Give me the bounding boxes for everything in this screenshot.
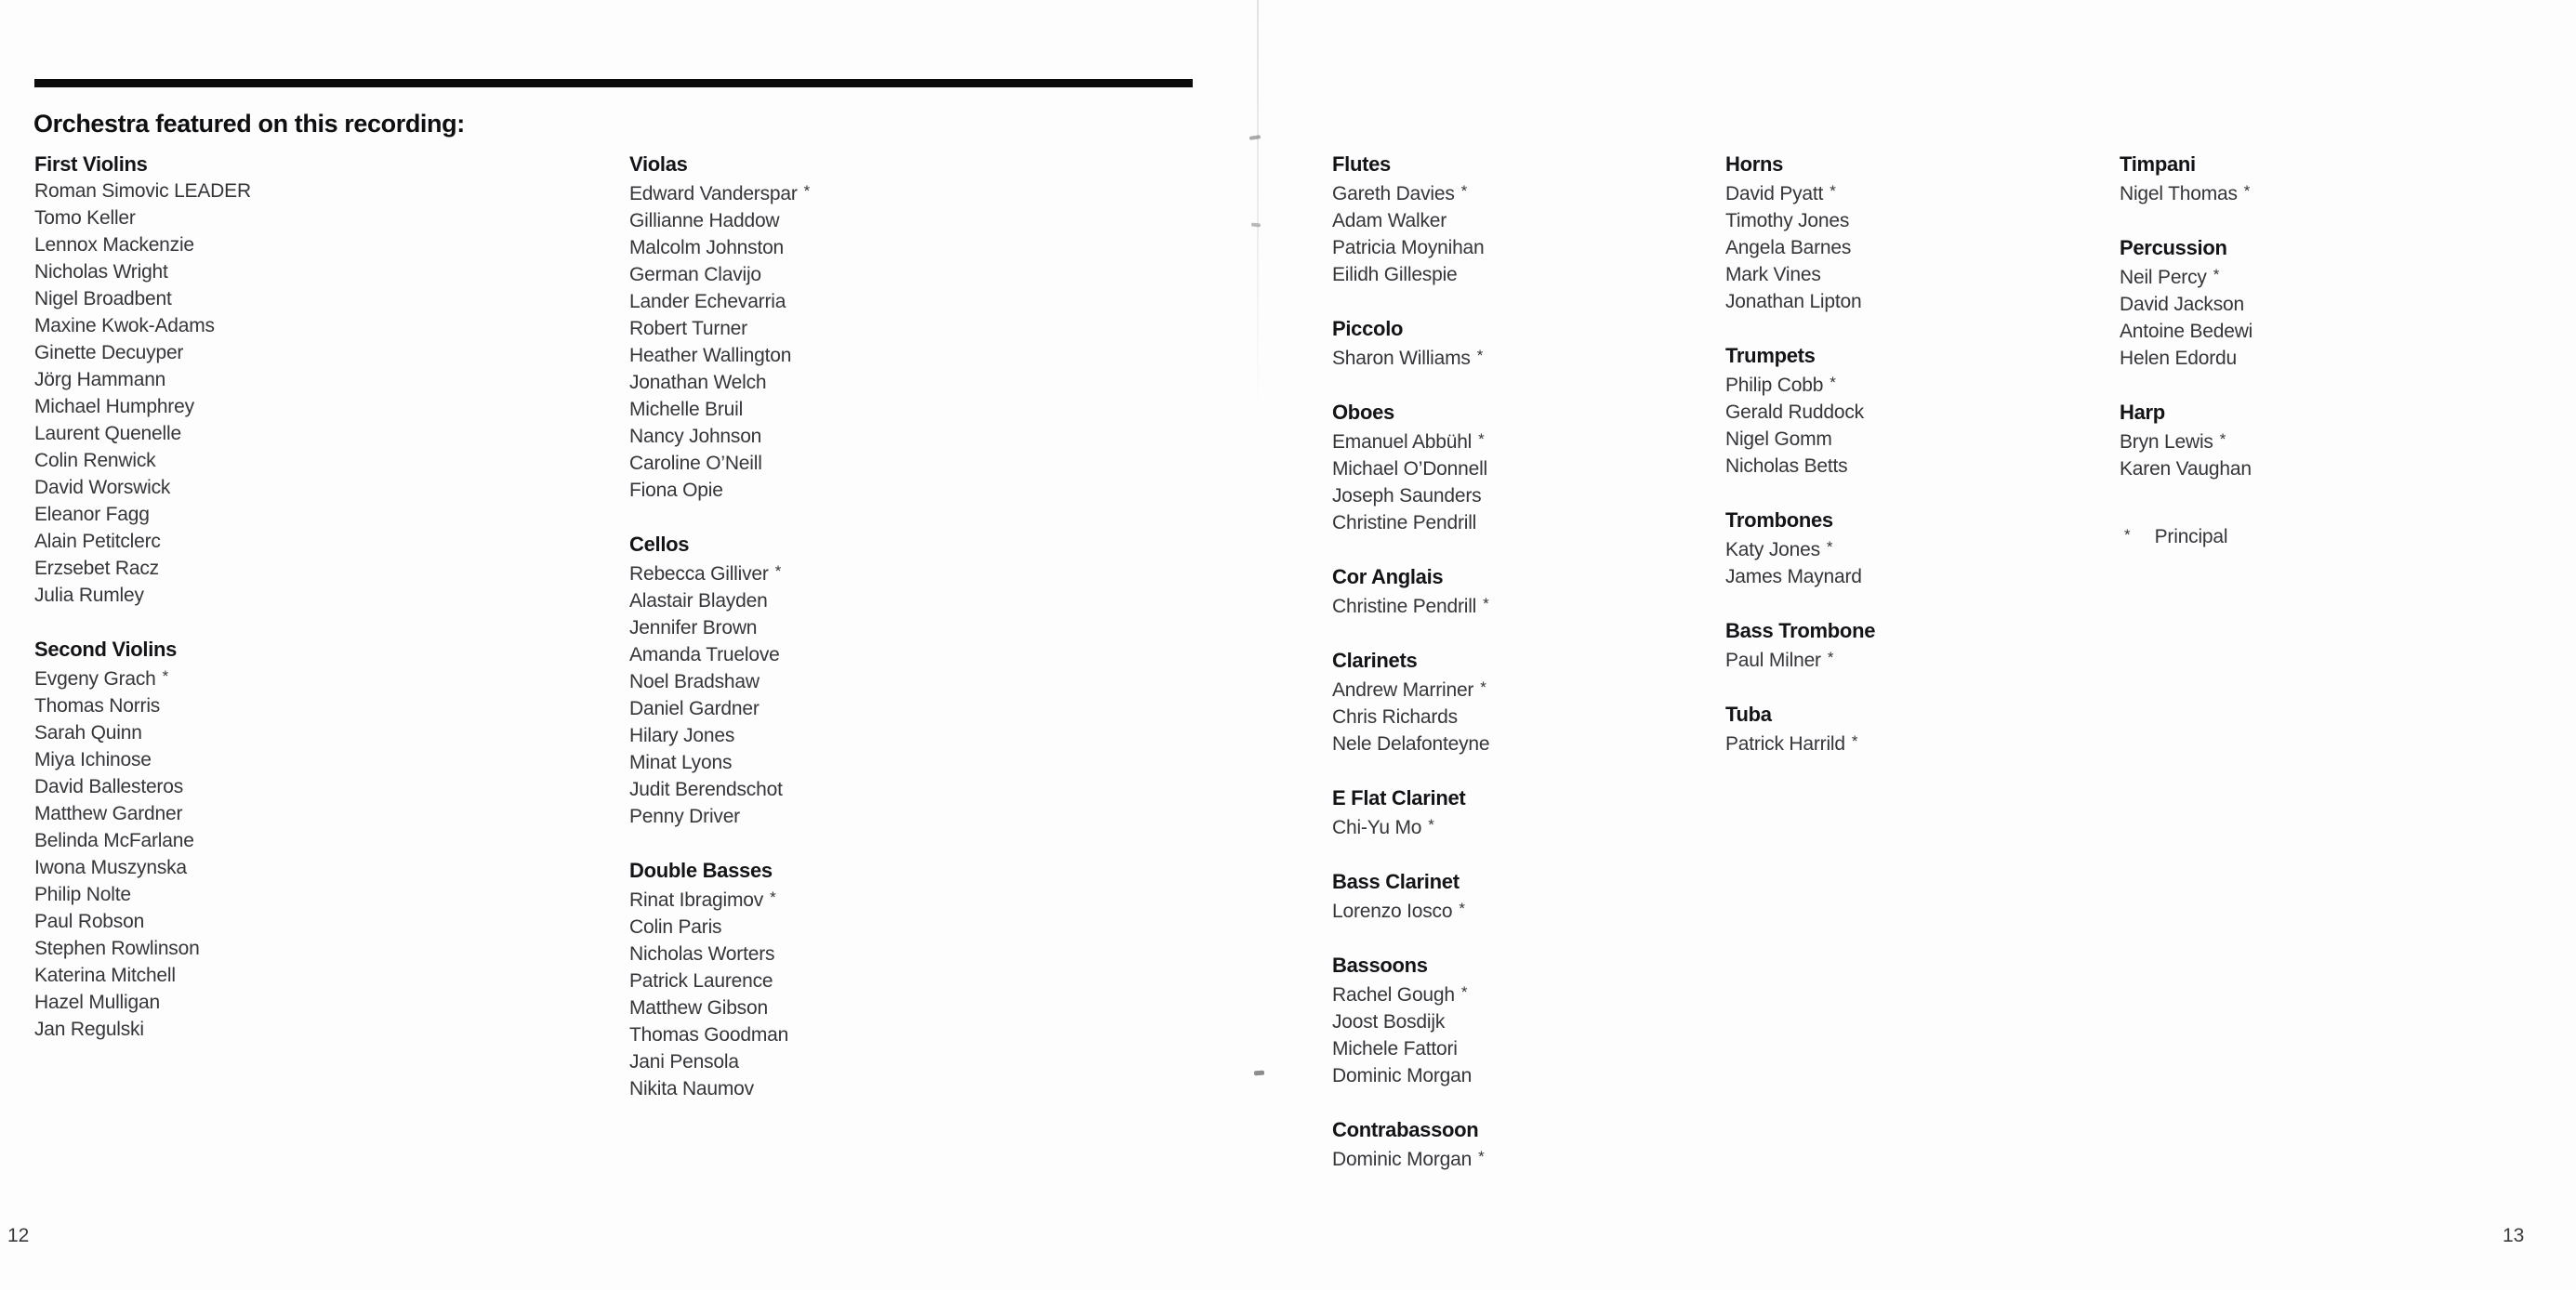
member-name: Michael O’Donnell bbox=[1332, 458, 1488, 480]
principal-legend bbox=[2124, 526, 2227, 548]
principal-asterisk-icon: * bbox=[803, 182, 811, 200]
scan-speck bbox=[1249, 135, 1261, 140]
member-name: James Maynard bbox=[1725, 566, 1862, 587]
member-name: Philip Nolte bbox=[34, 884, 131, 905]
member-name: Nicholas Betts bbox=[1725, 455, 1848, 477]
principal-asterisk-icon: * bbox=[2243, 182, 2251, 200]
header-rule bbox=[34, 79, 1193, 87]
member-name: Minat Lyons bbox=[629, 752, 733, 773]
member-name: Patrick Laurence bbox=[629, 970, 773, 992]
member-name: Alain Petitclerc bbox=[34, 531, 161, 552]
section-violas bbox=[629, 151, 1150, 504]
member-name: Nicholas Worters bbox=[629, 943, 775, 965]
member-name: Maxine Kwok-Adams bbox=[34, 315, 215, 336]
member-name: David Pyatt * bbox=[1725, 178, 2246, 207]
section-heading: Double Basses bbox=[629, 859, 773, 882]
member-name: Mark Vines bbox=[1725, 264, 1821, 285]
member-name: Joost Bosdijk bbox=[1332, 1011, 1446, 1033]
member-name: Rachel Gough * bbox=[1332, 979, 1853, 1008]
principal-asterisk-icon: * bbox=[770, 889, 776, 906]
member-name: Thomas Norris bbox=[34, 695, 161, 717]
section-timpani bbox=[2120, 151, 2576, 207]
member-name: Chi-Yu Mo * bbox=[1332, 811, 1853, 841]
section-heading: Flutes bbox=[1332, 152, 1391, 176]
section-heading: Harp bbox=[2120, 401, 2165, 424]
member-name: Amanda Truelove bbox=[629, 644, 780, 665]
member-name: Eleanor Fagg bbox=[34, 504, 150, 525]
member-name: Lorenzo Iosco * bbox=[1332, 895, 1853, 925]
principal-legend-label: Principal bbox=[2154, 526, 2228, 547]
section-heading: Second Violins bbox=[34, 638, 178, 661]
section-heading: Clarinets bbox=[1332, 649, 1418, 672]
scan-speck bbox=[1251, 222, 1261, 227]
member-name: Bryn Lewis * bbox=[2120, 426, 2576, 455]
member-name: Ginette Decuyper bbox=[34, 342, 184, 363]
member-name: German Clavijo bbox=[629, 264, 761, 285]
section-heading: Percussion bbox=[2120, 236, 2227, 259]
principal-asterisk-icon: * bbox=[1851, 732, 1858, 750]
member-name: Joseph Saunders bbox=[1332, 485, 1482, 507]
member-name: Nicholas Wright bbox=[34, 261, 168, 283]
member-name: Evgeny Grach * bbox=[34, 663, 555, 692]
member-name: Andrew Marriner * bbox=[1332, 674, 1853, 704]
member-name: Paul Robson bbox=[34, 911, 145, 932]
member-name: Patrick Harrild * bbox=[1725, 728, 2246, 757]
member-name: Noel Bradshaw bbox=[629, 671, 760, 692]
section-e-flat-clarinet bbox=[1332, 784, 1853, 841]
member-name: Robert Turner bbox=[629, 318, 747, 339]
section-bass-trombone bbox=[1725, 617, 2246, 674]
member-name: Jonathan Lipton bbox=[1725, 291, 1862, 312]
member-name: Judit Berendschot bbox=[629, 779, 783, 800]
member-name: Nancy Johnson bbox=[629, 426, 762, 447]
section-bassoons bbox=[1332, 952, 1853, 1089]
member-name: Christine Pendrill bbox=[1332, 512, 1477, 533]
member-name: Katy Jones * bbox=[1725, 533, 2246, 563]
member-name: Rinat Ibragimov * bbox=[629, 884, 1150, 914]
member-name: Katerina Mitchell bbox=[34, 965, 176, 986]
member-name: Julia Rumley bbox=[34, 585, 144, 606]
section-first-violins bbox=[34, 151, 555, 609]
member-name: Neil Percy * bbox=[2120, 261, 2576, 291]
section-percussion bbox=[2120, 234, 2576, 372]
member-name: Lennox Mackenzie bbox=[34, 234, 194, 256]
member-name: Thomas Goodman bbox=[629, 1024, 789, 1046]
member-name: Jörg Hammann bbox=[34, 369, 166, 390]
page-gutter-line bbox=[1257, 0, 1259, 409]
member-name: Hazel Mulligan bbox=[34, 992, 160, 1013]
section-second-violins bbox=[34, 636, 555, 1043]
member-name: Caroline O’Neill bbox=[629, 453, 762, 474]
principal-asterisk-icon: * bbox=[162, 667, 169, 685]
member-name: Stephen Rowlinson bbox=[34, 938, 200, 959]
section-harp bbox=[2120, 399, 2576, 482]
scan-speck bbox=[1254, 1071, 1264, 1076]
principal-asterisk-icon: * bbox=[1483, 595, 1489, 612]
member-name: Nigel Thomas * bbox=[2120, 178, 2576, 207]
member-name: Antoine Bedewi bbox=[2120, 321, 2253, 342]
member-name: Gareth Davies * bbox=[1332, 178, 1853, 207]
principal-asterisk-icon: * bbox=[1478, 430, 1485, 448]
member-name: Nele Delafonteyne bbox=[1332, 733, 1490, 755]
member-name: Erzsebet Racz bbox=[34, 558, 159, 579]
principal-asterisk-icon: * bbox=[1428, 816, 1434, 834]
member-name: Iwona Muszynska bbox=[34, 857, 187, 878]
column-strings-violins bbox=[34, 151, 555, 1070]
member-name: Karen Vaughan bbox=[2120, 458, 2252, 480]
member-name: Heather Wallington bbox=[629, 345, 792, 366]
column-percussion-harp bbox=[2120, 151, 2576, 509]
member-name: Edward Vanderspar * bbox=[629, 178, 1150, 207]
principal-asterisk-icon: * bbox=[1830, 182, 1836, 200]
member-name: Sarah Quinn bbox=[34, 722, 142, 744]
member-name: Adam Walker bbox=[1332, 210, 1447, 231]
page-title: Orchestra featured on this recording: bbox=[33, 110, 465, 138]
member-name: Hilary Jones bbox=[629, 725, 735, 746]
member-name: Michelle Bruil bbox=[629, 399, 744, 420]
member-name: Michael Humphrey bbox=[34, 396, 194, 417]
member-name: Daniel Gardner bbox=[629, 698, 760, 719]
member-name: Jonathan Welch bbox=[629, 372, 767, 393]
member-name: Laurent Quenelle bbox=[34, 423, 181, 444]
principal-asterisk-icon: * bbox=[774, 562, 782, 580]
member-name: Gillianne Haddow bbox=[629, 210, 780, 231]
member-name: Penny Driver bbox=[629, 806, 740, 827]
member-name: Jennifer Brown bbox=[629, 617, 758, 638]
section-bass-clarinet bbox=[1332, 868, 1853, 925]
member-name: Dominic Morgan * bbox=[1332, 1143, 1853, 1173]
section-heading: First Violins bbox=[34, 152, 148, 176]
section-cellos bbox=[629, 531, 1150, 830]
section-heading: Cor Anglais bbox=[1332, 565, 1444, 588]
member-name: Jani Pensola bbox=[629, 1051, 739, 1073]
member-name: Paul Milner * bbox=[1725, 644, 2246, 674]
member-name: Sharon Williams * bbox=[1332, 342, 1853, 372]
column-violas-cellos-basses bbox=[629, 151, 1150, 1129]
member-name: Timothy Jones bbox=[1725, 210, 1850, 231]
member-name: Roman Simovic LEADER bbox=[34, 180, 251, 202]
member-name: David Jackson bbox=[2120, 294, 2244, 315]
member-name: Matthew Gibson bbox=[629, 997, 768, 1019]
section-contrabassoon bbox=[1332, 1116, 1853, 1173]
member-name: Colin Paris bbox=[629, 916, 722, 938]
member-name: Rebecca Gilliver * bbox=[629, 558, 1150, 587]
section-heading: Piccolo bbox=[1332, 317, 1404, 340]
member-name: Malcolm Johnston bbox=[629, 237, 785, 258]
section-trombones bbox=[1725, 507, 2246, 590]
member-name: Alastair Blayden bbox=[629, 590, 768, 612]
section-heading: E Flat Clarinet bbox=[1332, 786, 1466, 810]
member-name: Nikita Naumov bbox=[629, 1078, 754, 1099]
principal-asterisk-icon: * bbox=[2213, 266, 2220, 283]
member-name: Chris Richards bbox=[1332, 706, 1458, 728]
principal-asterisk-icon: * bbox=[1827, 649, 1834, 666]
principal-asterisk-icon: * bbox=[1480, 678, 1486, 696]
member-name: Angela Barnes bbox=[1725, 237, 1852, 258]
principal-asterisk-icon: * bbox=[1478, 1148, 1485, 1165]
member-name: Miya Ichinose bbox=[34, 749, 152, 770]
member-name: Nigel Gomm bbox=[1725, 428, 1832, 450]
member-name: Eilidh Gillespie bbox=[1332, 264, 1458, 285]
principal-asterisk-icon: * bbox=[1460, 983, 1468, 1001]
section-heading: Trumpets bbox=[1725, 344, 1816, 367]
member-name: David Worswick bbox=[34, 477, 171, 498]
section-heading: Bass Clarinet bbox=[1332, 870, 1460, 893]
page-number-right: 13 bbox=[2503, 1225, 2525, 1246]
section-heading: Oboes bbox=[1332, 401, 1394, 424]
section-heading: Tuba bbox=[1725, 703, 1772, 726]
principal-asterisk-icon: * bbox=[1830, 374, 1836, 391]
section-heading: Violas bbox=[629, 152, 688, 176]
principal-asterisk-icon: * bbox=[1826, 538, 1833, 556]
section-heading: Bass Trombone bbox=[1725, 619, 1876, 642]
member-name: Tomo Keller bbox=[34, 207, 136, 229]
principal-asterisk-icon: * bbox=[2124, 526, 2131, 544]
section-double-basses bbox=[629, 857, 1150, 1102]
member-name: Matthew Gardner bbox=[34, 803, 183, 824]
principal-asterisk-icon: * bbox=[2219, 430, 2226, 448]
member-name: Jan Regulski bbox=[34, 1019, 144, 1040]
member-name: Colin Renwick bbox=[34, 450, 156, 471]
section-heading: Horns bbox=[1725, 152, 1784, 176]
section-heading: Trombones bbox=[1725, 508, 1833, 532]
member-name: Emanuel Abbühl * bbox=[1332, 426, 1853, 455]
member-name: David Ballesteros bbox=[34, 776, 184, 797]
member-name: Nigel Broadbent bbox=[34, 288, 172, 309]
page-number-left: 12 bbox=[7, 1225, 30, 1246]
member-name: Dominic Morgan bbox=[1332, 1065, 1473, 1086]
section-heading: Cellos bbox=[629, 533, 690, 556]
member-name: Michele Fattori bbox=[1332, 1038, 1458, 1060]
member-name: Gerald Ruddock bbox=[1725, 401, 1864, 423]
section-heading: Contrabassoon bbox=[1332, 1118, 1479, 1141]
member-name: Christine Pendrill * bbox=[1332, 590, 1853, 620]
principal-asterisk-icon: * bbox=[1459, 900, 1465, 917]
member-name: Helen Edordu bbox=[2120, 348, 2238, 369]
section-heading: Bassoons bbox=[1332, 954, 1428, 977]
member-name: Lander Echevarria bbox=[629, 291, 786, 312]
section-heading: Timpani bbox=[2120, 152, 2196, 176]
member-name: Fiona Opie bbox=[629, 480, 723, 501]
member-name: Belinda McFarlane bbox=[34, 830, 194, 851]
principal-asterisk-icon: * bbox=[1476, 347, 1484, 364]
section-tuba bbox=[1725, 701, 2246, 757]
principal-asterisk-icon: * bbox=[1460, 182, 1468, 200]
member-name: Philip Cobb * bbox=[1725, 369, 2246, 399]
member-name: Patricia Moynihan bbox=[1332, 237, 1485, 258]
